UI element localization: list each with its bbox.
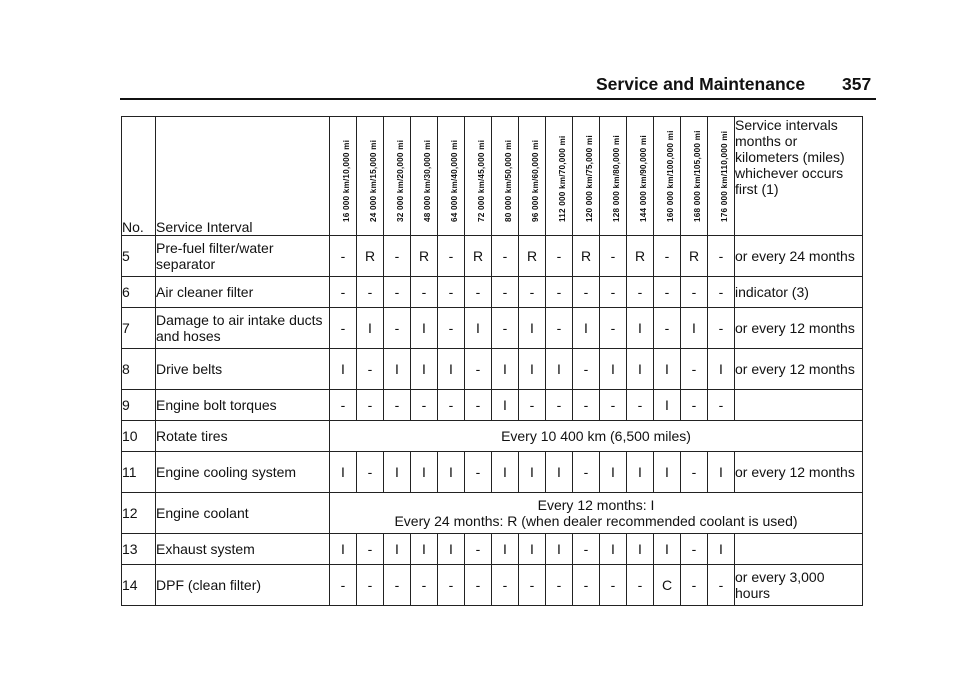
- interval-mark: -: [357, 565, 384, 606]
- interval-mark: -: [330, 277, 357, 308]
- interval-mark: -: [492, 308, 519, 349]
- interval-mark: -: [546, 308, 573, 349]
- interval-mark: -: [438, 308, 465, 349]
- column-header-mileage: [492, 117, 519, 236]
- interval-mark: -: [411, 277, 438, 308]
- interval-mark: -: [465, 349, 492, 390]
- interval-mark: -: [465, 277, 492, 308]
- interval-mark: -: [330, 565, 357, 606]
- interval-mark: I: [708, 534, 735, 565]
- row-number: 5: [122, 236, 156, 277]
- interval-mark: -: [357, 534, 384, 565]
- interval-mark: -: [654, 308, 681, 349]
- row-number: 9: [122, 390, 156, 421]
- column-header-mileage: [681, 117, 708, 236]
- interval-mark: -: [600, 565, 627, 606]
- interval-mark: I: [411, 534, 438, 565]
- interval-mark: -: [600, 277, 627, 308]
- interval-mark: -: [384, 390, 411, 421]
- interval-mark: I: [438, 349, 465, 390]
- interval-mark: R: [627, 236, 654, 277]
- interval-mark: -: [546, 236, 573, 277]
- column-header-service-interval: Service Interval: [156, 117, 330, 236]
- interval-mark: I: [438, 534, 465, 565]
- interval-mark: -: [573, 349, 600, 390]
- mileage-label: 144 000 km/90,000 mi: [639, 135, 648, 222]
- table-header-row: [122, 117, 863, 236]
- interval-mark: I: [654, 534, 681, 565]
- column-header-mileage: [465, 117, 492, 236]
- column-header-mileage: [438, 117, 465, 236]
- interval-note: or every 24 months: [735, 236, 863, 277]
- interval-mark: I: [546, 349, 573, 390]
- interval-mark: -: [519, 565, 546, 606]
- interval-mark: I: [519, 349, 546, 390]
- interval-mark: I: [519, 534, 546, 565]
- interval-mark: I: [411, 349, 438, 390]
- table-row: [122, 349, 863, 390]
- interval-mark: I: [438, 452, 465, 493]
- interval-span-text: Every 10 400 km (6,500 miles): [330, 421, 863, 452]
- mileage-label: 80 000 km/50,000 mi: [504, 139, 513, 222]
- mileage-label: 120 000 km/75,000 mi: [585, 135, 594, 222]
- column-header-mileage: [357, 117, 384, 236]
- interval-mark: I: [708, 452, 735, 493]
- mileage-label: 64 000 km/40,000 mi: [450, 139, 459, 222]
- column-header-mileage: [600, 117, 627, 236]
- interval-mark: -: [330, 308, 357, 349]
- interval-mark: -: [681, 349, 708, 390]
- interval-mark: -: [330, 390, 357, 421]
- service-item: Engine cooling system: [156, 452, 330, 493]
- row-number: 14: [122, 565, 156, 606]
- interval-mark: I: [384, 349, 411, 390]
- interval-note: [735, 390, 863, 421]
- interval-span-line: Every 12 months: I: [537, 497, 655, 513]
- interval-mark: -: [681, 277, 708, 308]
- service-item: Air cleaner filter: [156, 277, 330, 308]
- interval-mark: I: [627, 308, 654, 349]
- mileage-label: 72 000 km/45,000 mi: [477, 139, 486, 222]
- interval-mark: I: [330, 452, 357, 493]
- table-row: [122, 493, 863, 534]
- interval-mark: I: [492, 452, 519, 493]
- interval-mark: -: [438, 565, 465, 606]
- interval-mark: I: [330, 534, 357, 565]
- service-item: Rotate tires: [156, 421, 330, 452]
- page-number: 357: [842, 74, 872, 94]
- interval-mark: -: [546, 277, 573, 308]
- row-number: 8: [122, 349, 156, 390]
- interval-mark: -: [573, 452, 600, 493]
- mileage-label: 24 000 km/15,000 mi: [369, 139, 378, 222]
- interval-mark: -: [600, 236, 627, 277]
- interval-mark: -: [519, 277, 546, 308]
- interval-mark: -: [681, 565, 708, 606]
- interval-note: indicator (3): [735, 277, 863, 308]
- section-title: Service and Maintenance: [596, 74, 806, 94]
- column-header-mileage: [654, 117, 681, 236]
- interval-mark: I: [492, 349, 519, 390]
- interval-mark: I: [519, 308, 546, 349]
- interval-mark: I: [357, 308, 384, 349]
- interval-mark: -: [411, 390, 438, 421]
- row-number: 11: [122, 452, 156, 493]
- interval-mark: I: [384, 534, 411, 565]
- interval-note: or every 12 months: [735, 452, 863, 493]
- interval-mark: -: [681, 534, 708, 565]
- interval-mark: -: [357, 452, 384, 493]
- row-number: 6: [122, 277, 156, 308]
- mileage-label: 168 000 km/105,000 mi: [693, 130, 702, 222]
- mileage-label: 160 000 km/100,000 mi: [666, 130, 675, 222]
- interval-span-text: [330, 493, 863, 534]
- column-header-mileage: [546, 117, 573, 236]
- column-header-mileage: [627, 117, 654, 236]
- interval-mark: I: [708, 349, 735, 390]
- column-header-mileage: [411, 117, 438, 236]
- interval-mark: I: [384, 452, 411, 493]
- interval-mark: I: [627, 349, 654, 390]
- interval-mark: I: [546, 452, 573, 493]
- service-item: Drive belts: [156, 349, 330, 390]
- interval-mark: I: [330, 349, 357, 390]
- mileage-label: 48 000 km/30,000 mi: [423, 139, 432, 222]
- interval-mark: -: [492, 236, 519, 277]
- interval-mark: -: [465, 534, 492, 565]
- interval-mark: -: [681, 452, 708, 493]
- interval-mark: -: [708, 236, 735, 277]
- interval-mark: I: [600, 452, 627, 493]
- interval-mark: -: [546, 565, 573, 606]
- interval-mark: -: [357, 349, 384, 390]
- table-row: [122, 534, 863, 565]
- table-row: [122, 390, 863, 421]
- interval-mark: R: [519, 236, 546, 277]
- interval-mark: -: [384, 308, 411, 349]
- row-number: 12: [122, 493, 156, 534]
- interval-note: or every 12 months: [735, 308, 863, 349]
- column-header-mileage: [330, 117, 357, 236]
- interval-mark: I: [654, 452, 681, 493]
- interval-mark: I: [600, 534, 627, 565]
- interval-mark: I: [627, 534, 654, 565]
- interval-mark: R: [573, 236, 600, 277]
- interval-mark: -: [438, 236, 465, 277]
- row-number: 7: [122, 308, 156, 349]
- interval-mark: -: [492, 565, 519, 606]
- interval-mark: I: [492, 390, 519, 421]
- interval-mark: -: [708, 565, 735, 606]
- table-row: [122, 565, 863, 606]
- interval-mark: -: [330, 236, 357, 277]
- interval-mark: -: [357, 390, 384, 421]
- row-number: 10: [122, 421, 156, 452]
- interval-mark: I: [519, 452, 546, 493]
- interval-mark: I: [654, 349, 681, 390]
- interval-mark: -: [600, 390, 627, 421]
- interval-mark: -: [708, 277, 735, 308]
- column-header-mileage: [573, 117, 600, 236]
- mileage-label: 176 000 km/110,000 mi: [720, 130, 729, 222]
- service-table: [121, 116, 863, 606]
- interval-mark: C: [654, 565, 681, 606]
- interval-mark: -: [519, 390, 546, 421]
- table-row: [122, 277, 863, 308]
- interval-mark: I: [411, 308, 438, 349]
- interval-mark: -: [492, 277, 519, 308]
- interval-mark: -: [708, 390, 735, 421]
- interval-mark: -: [465, 452, 492, 493]
- interval-mark: -: [465, 390, 492, 421]
- interval-mark: -: [438, 277, 465, 308]
- interval-mark: -: [384, 565, 411, 606]
- interval-note: or every 12 months: [735, 349, 863, 390]
- service-item: Engine coolant: [156, 493, 330, 534]
- mileage-label: 16 000 km/10,000 mi: [342, 139, 351, 222]
- interval-span-line: Every 24 months: R (when dealer recommended coolant is used): [394, 513, 798, 529]
- column-header-no: No.: [122, 117, 156, 236]
- service-item: Damage to air intake ducts and hoses: [156, 308, 330, 349]
- interval-mark: I: [573, 308, 600, 349]
- interval-mark: -: [411, 565, 438, 606]
- service-item: Exhaust system: [156, 534, 330, 565]
- interval-mark: -: [654, 236, 681, 277]
- table-row: [122, 421, 863, 452]
- interval-mark: R: [681, 236, 708, 277]
- interval-mark: -: [600, 308, 627, 349]
- service-item: Pre-fuel filter/water separator: [156, 236, 330, 277]
- interval-mark: R: [411, 236, 438, 277]
- interval-mark: -: [384, 277, 411, 308]
- service-item: Engine bolt torques: [156, 390, 330, 421]
- interval-mark: I: [492, 534, 519, 565]
- interval-mark: -: [573, 565, 600, 606]
- table-row: [122, 452, 863, 493]
- mileage-label: 32 000 km/20,000 mi: [396, 139, 405, 222]
- mileage-label: 112 000 km/70,000 mi: [558, 135, 567, 222]
- interval-mark: R: [357, 236, 384, 277]
- mileage-label: 128 000 km/80,000 mi: [612, 135, 621, 222]
- header-rule: [120, 98, 876, 100]
- mileage-label: 96 000 km/60,000 mi: [531, 139, 540, 222]
- interval-mark: -: [573, 390, 600, 421]
- interval-mark: -: [627, 390, 654, 421]
- interval-mark: -: [357, 277, 384, 308]
- interval-mark: I: [654, 390, 681, 421]
- table-row: [122, 308, 863, 349]
- interval-mark: -: [627, 565, 654, 606]
- interval-mark: I: [627, 452, 654, 493]
- interval-mark: I: [411, 452, 438, 493]
- column-header-service-intervals: Service intervals months or kilometers (miles) whichever occurs first (1): [735, 117, 863, 236]
- interval-mark: R: [465, 236, 492, 277]
- service-item: DPF (clean filter): [156, 565, 330, 606]
- interval-mark: -: [546, 390, 573, 421]
- column-header-mileage: [384, 117, 411, 236]
- interval-mark: -: [384, 236, 411, 277]
- interval-mark: -: [681, 390, 708, 421]
- interval-mark: -: [708, 308, 735, 349]
- interval-mark: -: [627, 277, 654, 308]
- interval-mark: I: [681, 308, 708, 349]
- interval-note: [735, 534, 863, 565]
- table-row: [122, 236, 863, 277]
- interval-mark: -: [438, 390, 465, 421]
- interval-mark: -: [573, 277, 600, 308]
- interval-note: or every 3,000 hours: [735, 565, 863, 606]
- interval-mark: -: [573, 534, 600, 565]
- interval-mark: I: [600, 349, 627, 390]
- column-header-mileage: [519, 117, 546, 236]
- interval-mark: I: [465, 308, 492, 349]
- interval-mark: -: [465, 565, 492, 606]
- interval-mark: -: [654, 277, 681, 308]
- row-number: 13: [122, 534, 156, 565]
- interval-mark: I: [546, 534, 573, 565]
- column-header-mileage: [708, 117, 735, 236]
